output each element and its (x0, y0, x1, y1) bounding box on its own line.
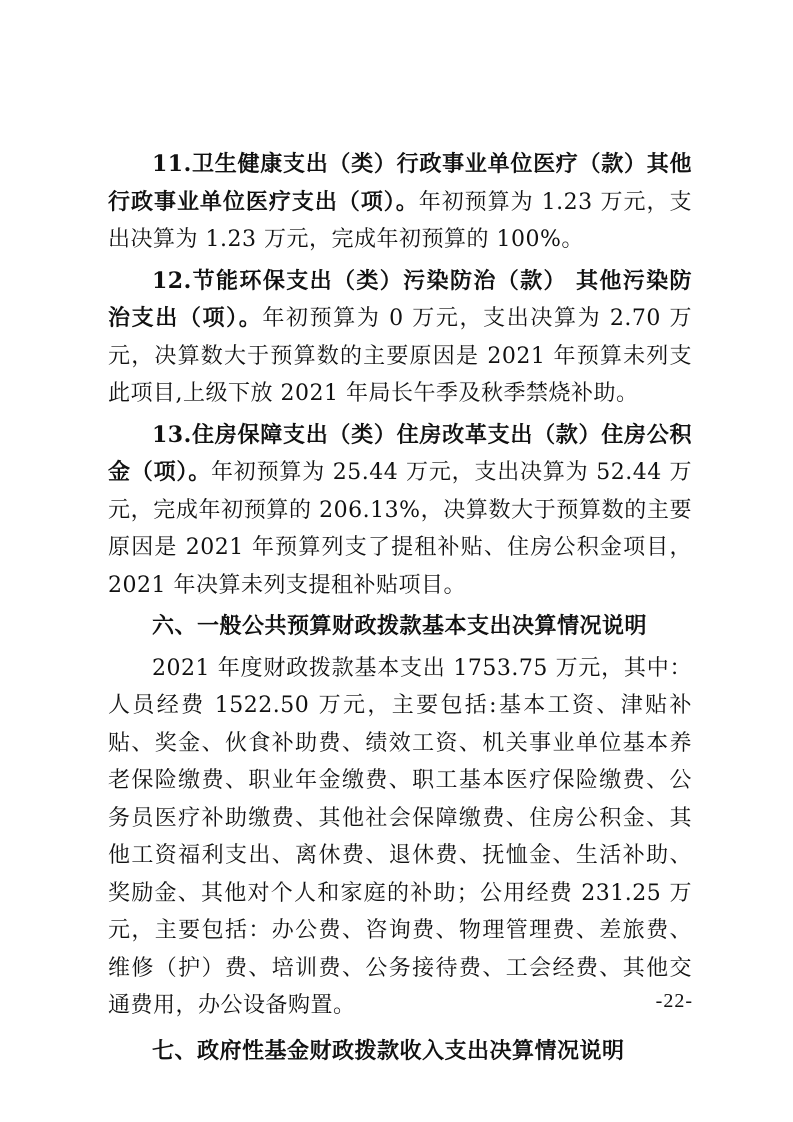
item-13-title: 13.住房保障支出（类）住房改革支出（款）住房公积金（项）。 (108, 421, 692, 485)
item-12-title: 12.节能环保支出（类）污染防治（款） 其他污染防治支出（项）。 (108, 267, 692, 331)
item-12 (108, 263, 692, 413)
item-11-body: 年初预算为 1.23 万元，支出决算为 1.23 万元，完成年初预算的 100%。 (108, 189, 692, 252)
section-6-heading: 六、一般公共预算财政拨款基本支出决算情况说明 (152, 613, 648, 639)
item-13 (108, 417, 692, 605)
section-6-body: 2021 年度财政拨款基本支出 1753.75 万元，其中：人员经费 1522.50 万元，主要包括:基本工资、津贴补贴、奖金、伙食补助费、绩效工资、机关事业单位基本养老保险缴费、职业年金缴费、职工基本医疗保险缴费、公务员医疗补助缴费、其他社会保障缴费、住房公积金、其他工资福利支出、离休费、退休费、抚恤金、生活补助、奖励金、其他对个人和家庭的补助；公用经费 231.25 万元，主要包括：办公费、咨询费、物理管理费、差旅费、维修（护）费、培训费、公务接待费、工会经费、其他交通费用，办公设备购置。 (108, 655, 692, 1018)
item-11 (108, 146, 692, 259)
item-11-title: 11.卫生健康支出（类）行政事业单位医疗（款）其他行政事业单位医疗支出（项）。 (108, 151, 692, 215)
document-body (108, 146, 692, 1070)
page-number: -22- (655, 990, 693, 1012)
section-7-heading: 七、政府性基金财政拨款收入支出决算情况说明 (152, 1037, 625, 1064)
item-12-body: 年初预算为 0 万元，支出决算为 2.70 万元，决算数大于预算数的主要原因是 2021 年预算未列支此项目,上级下放 2021 年局长午季及秋季禁烧补助。 (108, 306, 692, 406)
item-13-body: 年初预算为 25.44 万元，支出决算为 52.44 万元，完成年初预算的 206.13%，决算数大于预算数的主要原因是 2021 年预算列支了提租补贴、住房公积金项目，2021 年决算未列支提租补贴项目。 (108, 460, 692, 598)
